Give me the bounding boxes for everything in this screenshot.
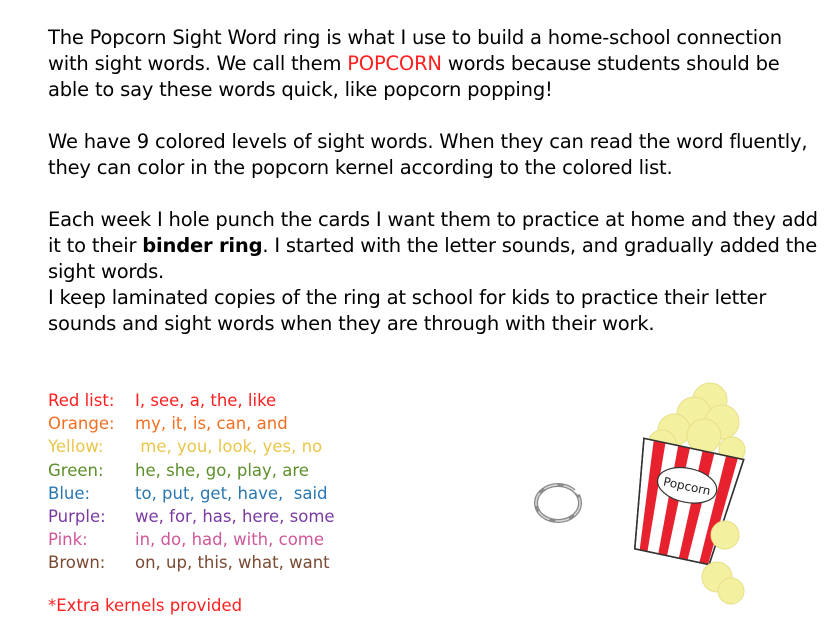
popcorn-label: Popcorn <box>661 474 712 499</box>
popcorn-highlight: POPCORN <box>347 52 442 75</box>
level-label: Purple: <box>48 507 106 527</box>
level-label: Blue: <box>48 483 91 503</box>
level-words: on, up, this, what, want <box>135 553 330 573</box>
level-words: in, do, had, with, come <box>135 530 325 550</box>
weekly-text-start: Each week I hole punch the cards I want them to practice at home and they add it to their <box>48 208 818 257</box>
level-words: me, you, look, yes, no <box>135 437 323 457</box>
level-words: he, she, go, play, are <box>135 460 309 480</box>
popcorn-kernels-icon <box>695 515 755 610</box>
level-words: my, it, is, can, and <box>135 414 288 434</box>
level-row <box>48 412 335 435</box>
binder-ring-bold: binder ring <box>142 234 263 257</box>
weekly-paragraph <box>48 207 818 285</box>
level-words: we, for, has, here, some <box>135 507 335 527</box>
level-label: Brown: <box>48 553 106 573</box>
level-row <box>48 435 335 458</box>
level-row <box>48 459 335 482</box>
weekly-text-end: . I started with the letter sounds, and gradually added the sight words. <box>48 234 818 283</box>
intro-paragraph <box>48 25 818 103</box>
school-paragraph: I keep laminated copies of the ring at school for kids to practice their letter sounds and sight words when they are through with their work. <box>48 286 767 335</box>
sight-word-levels <box>48 389 335 575</box>
level-words: I, see, a, the, like <box>135 391 277 410</box>
level-row <box>48 482 335 505</box>
level-label: Yellow: <box>48 437 104 457</box>
levels-paragraph: We have 9 colored levels of sight words. When they can read the word fluently, they can color in the popcorn kernel according to the colored list. <box>48 130 808 179</box>
binder-ring-icon <box>531 481 585 527</box>
level-label: Pink: <box>48 530 88 550</box>
level-label: Green: <box>48 460 104 480</box>
level-row <box>48 389 335 412</box>
extra-kernels-note: *Extra kernels provided <box>48 596 243 615</box>
level-words: to, put, get, have, said <box>135 483 328 503</box>
intro-text-end: words because students should be able to say these words quick, like popcorn popping! <box>48 52 780 101</box>
level-row <box>48 528 335 551</box>
level-label: Orange: <box>48 414 115 434</box>
intro-text-start: The Popcorn Sight Word ring is what I use to build a home-school connection with sight words. We call them <box>48 26 782 75</box>
level-row <box>48 505 335 528</box>
level-label: Red list: <box>48 391 115 410</box>
level-row <box>48 551 335 574</box>
